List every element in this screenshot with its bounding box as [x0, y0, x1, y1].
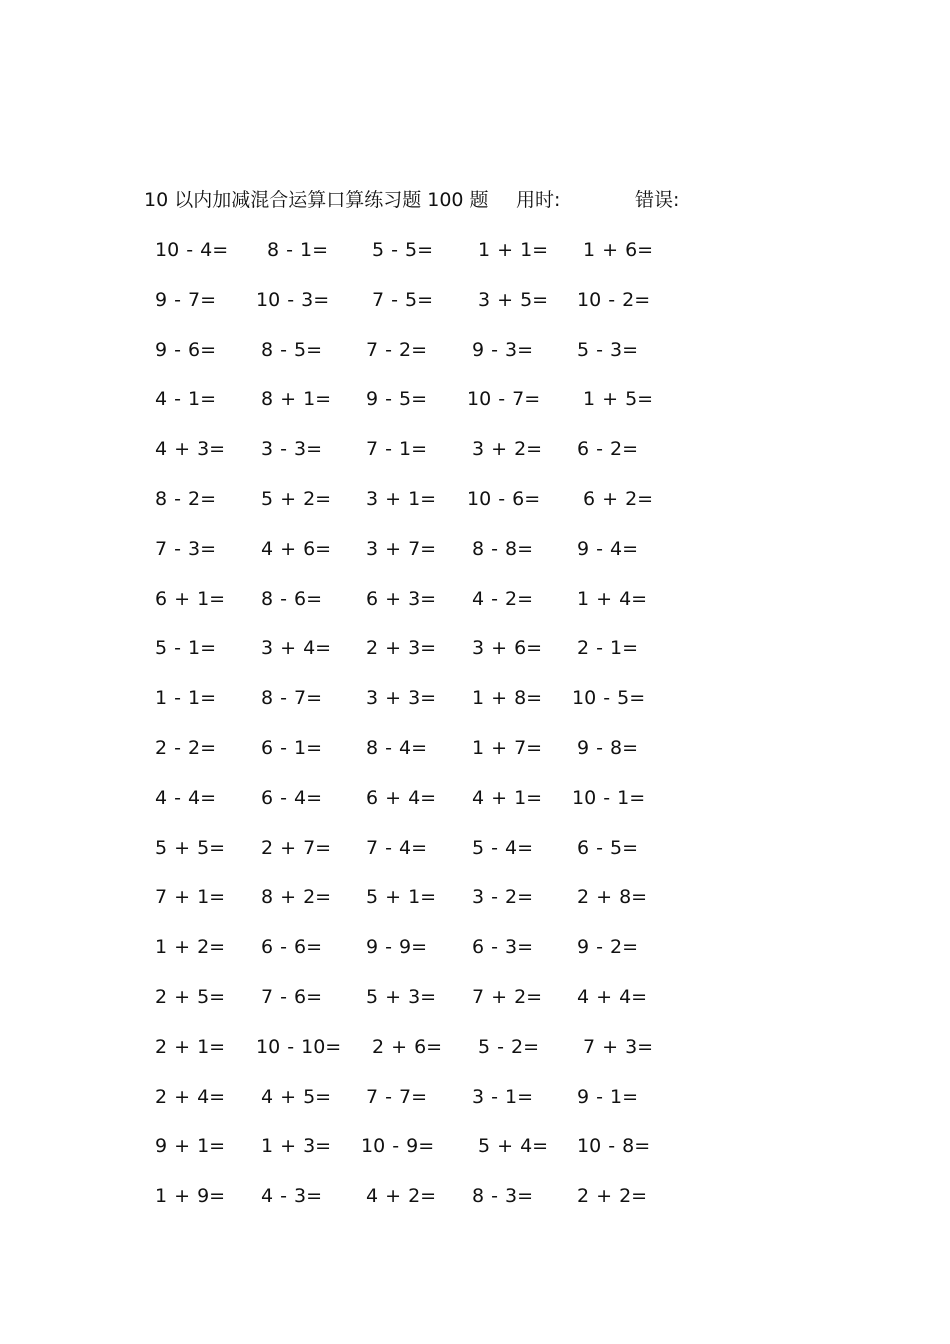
- problem-row: [0, 982, 950, 1032]
- arithmetic-problem: 10 - 8=: [577, 1135, 651, 1158]
- arithmetic-problem: 7 - 5=: [372, 288, 434, 311]
- arithmetic-problem: 4 - 1=: [155, 388, 217, 411]
- arithmetic-problem: 6 + 3=: [366, 587, 437, 610]
- arithmetic-problem: 4 + 5=: [261, 1085, 332, 1108]
- problem-row: [0, 584, 950, 634]
- arithmetic-problem: 2 + 4=: [155, 1085, 226, 1108]
- arithmetic-problem: 10 - 3=: [256, 288, 330, 311]
- arithmetic-problem: 5 + 1=: [366, 886, 437, 909]
- arithmetic-problem: 7 + 1=: [155, 886, 226, 909]
- arithmetic-problem: 7 - 7=: [366, 1085, 428, 1108]
- problem-row: [0, 484, 950, 534]
- worksheet-title: 10 以内加减混合运算口算练习题 100 题: [144, 189, 489, 211]
- arithmetic-problem: 2 + 7=: [261, 836, 332, 859]
- arithmetic-problem: 10 - 2=: [577, 288, 651, 311]
- problem-row: [0, 534, 950, 584]
- arithmetic-problem: 4 + 6=: [261, 537, 332, 560]
- arithmetic-problem: 5 - 3=: [577, 338, 639, 361]
- arithmetic-problem: 4 - 4=: [155, 786, 217, 809]
- time-used-label: 用时:: [516, 189, 561, 211]
- arithmetic-problem: 3 + 4=: [261, 637, 332, 660]
- arithmetic-problem: 7 - 6=: [261, 985, 323, 1008]
- arithmetic-problem: 10 - 7=: [467, 388, 541, 411]
- arithmetic-problem: 9 - 8=: [577, 736, 639, 759]
- arithmetic-problem: 4 + 2=: [366, 1185, 437, 1208]
- arithmetic-problem: 5 - 5=: [372, 239, 434, 261]
- arithmetic-problem: 9 - 5=: [366, 388, 428, 411]
- arithmetic-problem: 4 + 1=: [472, 786, 543, 809]
- arithmetic-problem: 3 + 3=: [366, 687, 437, 710]
- arithmetic-problem: 3 - 3=: [261, 438, 323, 461]
- arithmetic-problem: 6 - 2=: [577, 438, 639, 461]
- arithmetic-problem: 4 + 4=: [577, 985, 648, 1008]
- arithmetic-problem: 2 + 5=: [155, 985, 226, 1008]
- arithmetic-problem: 8 - 4=: [366, 736, 428, 759]
- arithmetic-problem: 6 - 3=: [472, 936, 534, 959]
- arithmetic-problem: 1 + 3=: [261, 1135, 332, 1158]
- problem-row: [0, 733, 950, 783]
- problem-row: [0, 833, 950, 883]
- arithmetic-problem: 9 - 9=: [366, 936, 428, 959]
- arithmetic-problem: 2 - 1=: [577, 637, 639, 660]
- problem-row: [0, 1131, 950, 1181]
- arithmetic-problem: 9 - 7=: [155, 288, 217, 311]
- errors-label: 错误:: [635, 189, 680, 211]
- arithmetic-problem: 6 - 1=: [261, 736, 323, 759]
- arithmetic-problem: 7 - 3=: [155, 537, 217, 560]
- arithmetic-problem: 9 - 3=: [472, 338, 534, 361]
- arithmetic-problem: 5 + 5=: [155, 836, 226, 859]
- arithmetic-problem: 6 + 1=: [155, 587, 226, 610]
- arithmetic-problem: 2 + 1=: [155, 1035, 226, 1058]
- arithmetic-problem: 1 + 9=: [155, 1185, 226, 1208]
- arithmetic-problem: 5 - 2=: [478, 1035, 540, 1058]
- problem-row: [0, 335, 950, 385]
- arithmetic-problem: 1 + 1=: [478, 239, 549, 261]
- problem-row: [0, 285, 950, 335]
- arithmetic-problem: 4 - 3=: [261, 1185, 323, 1208]
- problem-row: [0, 882, 950, 932]
- problem-row: [0, 384, 950, 434]
- arithmetic-problem: 6 - 5=: [577, 836, 639, 859]
- arithmetic-problem: 7 + 3=: [583, 1035, 654, 1058]
- arithmetic-problem: 6 + 4=: [366, 786, 437, 809]
- arithmetic-problem: 5 - 4=: [472, 836, 534, 859]
- problem-row: [0, 1181, 950, 1231]
- arithmetic-problem: 9 - 6=: [155, 338, 217, 361]
- problem-row: [0, 1082, 950, 1132]
- arithmetic-problem: 1 + 7=: [472, 736, 543, 759]
- problem-grid: [0, 235, 950, 1231]
- arithmetic-problem: 8 - 8=: [472, 537, 534, 560]
- problem-row: [0, 633, 950, 683]
- arithmetic-problem: 10 - 4=: [155, 239, 229, 261]
- arithmetic-problem: 5 + 2=: [261, 487, 332, 510]
- arithmetic-problem: 8 + 2=: [261, 886, 332, 909]
- arithmetic-problem: 10 - 6=: [467, 487, 541, 510]
- arithmetic-problem: 8 - 5=: [261, 338, 323, 361]
- arithmetic-problem: 10 - 10=: [256, 1035, 342, 1058]
- arithmetic-problem: 1 - 1=: [155, 687, 217, 710]
- arithmetic-problem: 1 + 8=: [472, 687, 543, 710]
- arithmetic-problem: 6 + 2=: [583, 487, 654, 510]
- arithmetic-problem: 4 + 3=: [155, 438, 226, 461]
- arithmetic-problem: 3 + 2=: [472, 438, 543, 461]
- arithmetic-problem: 7 - 1=: [366, 438, 428, 461]
- arithmetic-problem: 9 + 1=: [155, 1135, 226, 1158]
- arithmetic-problem: 9 - 1=: [577, 1085, 639, 1108]
- problem-row: [0, 783, 950, 833]
- arithmetic-problem: 10 - 1=: [572, 786, 646, 809]
- arithmetic-problem: 3 + 1=: [366, 487, 437, 510]
- arithmetic-problem: 1 + 2=: [155, 936, 226, 959]
- problem-row: [0, 1032, 950, 1082]
- arithmetic-problem: 2 + 8=: [577, 886, 648, 909]
- arithmetic-problem: 2 + 6=: [372, 1035, 443, 1058]
- arithmetic-problem: 8 - 1=: [267, 239, 329, 261]
- arithmetic-problem: 2 - 2=: [155, 736, 217, 759]
- arithmetic-problem: 9 - 2=: [577, 936, 639, 959]
- arithmetic-problem: 5 + 3=: [366, 985, 437, 1008]
- problem-row: [0, 434, 950, 484]
- arithmetic-problem: 2 + 3=: [366, 637, 437, 660]
- arithmetic-problem: 8 - 6=: [261, 587, 323, 610]
- arithmetic-problem: 10 - 5=: [572, 687, 646, 710]
- problem-row: [0, 235, 950, 285]
- arithmetic-problem: 3 + 7=: [366, 537, 437, 560]
- arithmetic-problem: 1 + 5=: [583, 388, 654, 411]
- arithmetic-problem: 10 - 9=: [361, 1135, 435, 1158]
- arithmetic-problem: 9 - 4=: [577, 537, 639, 560]
- arithmetic-problem: 3 + 6=: [472, 637, 543, 660]
- arithmetic-problem: 6 - 6=: [261, 936, 323, 959]
- arithmetic-problem: 3 - 2=: [472, 886, 534, 909]
- arithmetic-problem: 7 - 2=: [366, 338, 428, 361]
- arithmetic-problem: 8 - 2=: [155, 487, 217, 510]
- arithmetic-problem: 3 + 5=: [478, 288, 549, 311]
- arithmetic-problem: 7 - 4=: [366, 836, 428, 859]
- arithmetic-problem: 2 + 2=: [577, 1185, 648, 1208]
- arithmetic-problem: 3 - 1=: [472, 1085, 534, 1108]
- arithmetic-problem: 1 + 6=: [583, 239, 654, 261]
- arithmetic-problem: 5 + 4=: [478, 1135, 549, 1158]
- arithmetic-problem: 7 + 2=: [472, 985, 543, 1008]
- problem-row: [0, 683, 950, 733]
- arithmetic-problem: 8 - 7=: [261, 687, 323, 710]
- arithmetic-problem: 5 - 1=: [155, 637, 217, 660]
- arithmetic-problem: 1 + 4=: [577, 587, 648, 610]
- arithmetic-problem: 8 + 1=: [261, 388, 332, 411]
- problem-row: [0, 932, 950, 982]
- arithmetic-problem: 8 - 3=: [472, 1185, 534, 1208]
- arithmetic-problem: 4 - 2=: [472, 587, 534, 610]
- arithmetic-problem: 6 - 4=: [261, 786, 323, 809]
